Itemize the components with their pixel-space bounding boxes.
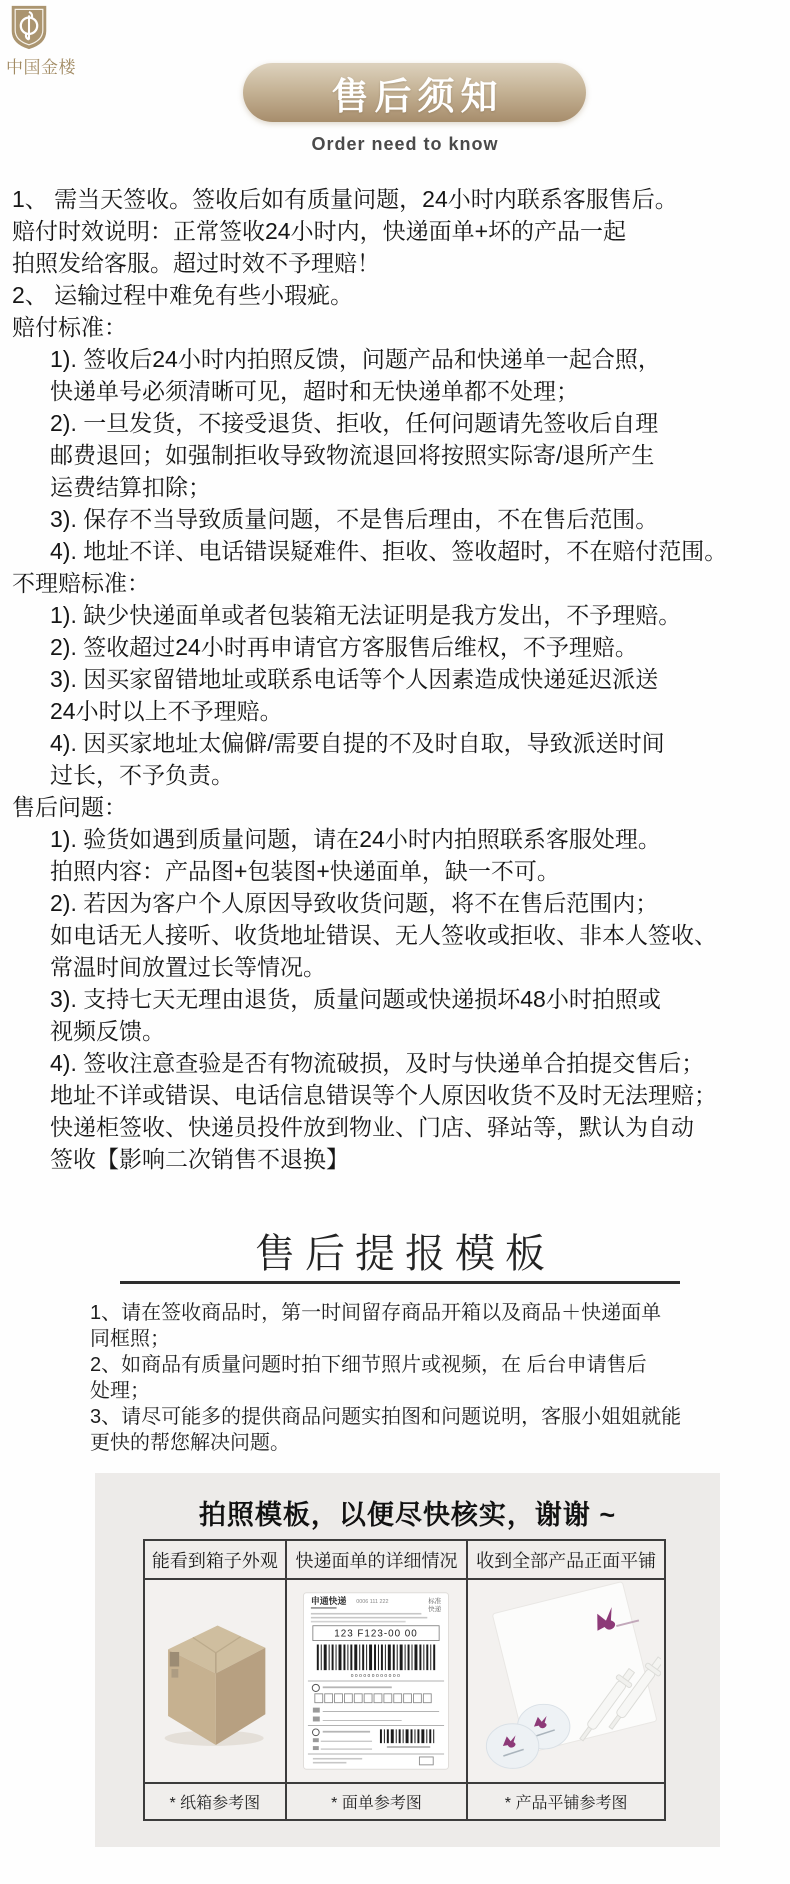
title-underline	[120, 1281, 680, 1284]
notice-line: 3). 支持七天无理由退货，质量问题或快递损坏48小时拍照或	[50, 986, 661, 1012]
notice-line: 1). 缺少快递面单或者包装箱无法证明是我方发出，不予理赔。	[50, 602, 682, 628]
guide-image-row	[145, 1580, 664, 1784]
notice-line: 过长，不予负责。	[50, 762, 234, 788]
notice-line: 2). 若因为客户个人原因导致收货问题，将不在售后范围内；	[50, 890, 659, 916]
notice-line: 邮费退回；如强制拒收导致物流退回将按照实际寄/退所产生	[50, 442, 655, 468]
products-flat-lay-icon	[471, 1581, 661, 1781]
photo-guide-table	[143, 1539, 666, 1821]
service-type-1: 标准	[428, 1598, 442, 1606]
photo-guide-panel	[95, 1473, 720, 1847]
waybill-top-code: 0006 111 222	[356, 1599, 390, 1606]
report-template-line: 同框照；	[90, 1328, 170, 1350]
report-template-line: 2、如商品有质量问题时拍下细节照片或视频，在 后台申请售后	[90, 1354, 647, 1376]
notice-line: 快递柜签收、快递员投件放到物业、门店、驿站等，默认为自动	[50, 1114, 694, 1140]
waybill-big-code: 123 F123-00 00	[334, 1628, 419, 1640]
notice-line: 2). 一旦发货，不接受退货、拒收，任何问题请先签收后自理	[50, 410, 659, 436]
express-waybill-photo	[287, 1580, 469, 1784]
notice-line: 拍照发给客服。超过时效不予理赔！	[12, 250, 380, 276]
notice-line: 4). 签收注意查验是否有物流破损，及时与快递单合拍提交售后；	[50, 1050, 705, 1076]
report-template-line: 1、请在签收商品时，第一时间留存商品开箱以及商品＋快递面单	[90, 1302, 662, 1324]
guide-caption-row	[145, 1784, 664, 1819]
photo-guide-title: 拍照模板，以便尽快核实，谢谢 ~	[198, 1500, 617, 1530]
service-type-2: 快递	[428, 1605, 442, 1613]
notice-line: 售后问题：	[12, 794, 127, 820]
notice-line: 4). 地址不详、电话错误疑难件、拒收、签收超时，不在赔付范围。	[50, 538, 728, 564]
notice-line: 不理赔标准：	[12, 570, 150, 596]
notice-line: 签收【影响二次销售不退换】	[50, 1146, 349, 1172]
brand-logo	[6, 5, 86, 78]
notice-line: 2、 运输过程中难免有些小瑕疵。	[12, 282, 354, 308]
notice-line: 视频反馈。	[50, 1018, 165, 1044]
notice-line: 常温时间放置过长等情况。	[50, 954, 326, 980]
products-flat-lay-photo	[468, 1580, 664, 1784]
report-template-line: 更快的帮您解决问题。	[90, 1432, 290, 1454]
notice-line: 地址不详或错误、电话信息错误等个人原因收货不及时无法理赔；	[50, 1082, 717, 1108]
notice-line: 1、 需当天签收。签收后如有质量问题，24小时内联系客服售后。	[12, 186, 678, 212]
notice-line: 1). 签收后24小时内拍照反馈，问题产品和快递单一起合照，	[50, 346, 661, 372]
notice-line: 24小时以上不予理赔。	[50, 698, 283, 724]
product-pod-2	[487, 1724, 539, 1769]
notice-line: 运费结算扣除；	[50, 474, 211, 500]
after-sales-notice-text	[12, 183, 784, 1175]
guide-header-box: 能看到箱子外观	[145, 1541, 287, 1580]
after-sales-banner	[243, 63, 586, 122]
report-template-line: 3、请尽可能多的提供商品问题实拍图和问题说明，客服小姐姐就能	[90, 1406, 682, 1428]
notice-line: 拍照内容：产品图+包装图+快递面单，缺一不可。	[50, 858, 560, 884]
notice-line: 3). 保存不当导致质量问题，不是售后理由，不在售后范围。	[50, 506, 659, 532]
notice-line: 1). 验货如遇到质量问题，请在24小时内拍照联系客服处理。	[50, 826, 661, 852]
caption-box: * 纸箱参考图	[145, 1784, 287, 1819]
guide-header-products: 收到全部产品正面平铺	[468, 1541, 664, 1580]
cardboard-box-icon	[151, 1606, 279, 1756]
report-template-title: 售后提报模板	[255, 1232, 555, 1276]
notice-line: 2). 签收超过24小时再申请官方客服售后维权，不予理赔。	[50, 634, 638, 660]
barcode-digits: 000000000000	[351, 1674, 402, 1680]
brand-name: 中国金楼	[6, 58, 76, 77]
notice-line: 快递单号必须清晰可见，超时和无快递单都不处理；	[50, 378, 579, 404]
report-template-line: 处理；	[90, 1380, 150, 1402]
banner-subtitle: Order need to know	[311, 134, 499, 154]
notice-line: 如电话无人接听、收货地址错误、无人签收或拒收、非本人签收、	[50, 922, 717, 948]
report-template-steps	[90, 1300, 750, 1456]
cardboard-box-photo	[145, 1580, 287, 1784]
notice-line: 4). 因买家地址太偏僻/需要自提的不及时自取，导致派送时间	[50, 730, 665, 756]
notice-line: 3). 因买家留错地址或联系电话等个人因素造成快递延迟派送	[50, 666, 659, 692]
caption-products: * 产品平铺参考图	[504, 1795, 628, 1812]
shield-badge-icon	[10, 5, 48, 50]
guide-header-waybill: 快递面单的详细情况	[287, 1541, 469, 1580]
notice-line: 赔付时效说明：正常签收24小时内，快递面单+坏的产品一起	[12, 218, 627, 244]
notice-line: 赔付标准：	[12, 314, 127, 340]
guide-header-row	[145, 1541, 664, 1580]
caption-waybill: * 面单参考图	[287, 1784, 469, 1819]
express-waybill-icon	[303, 1592, 449, 1770]
banner-title: 售后须知	[331, 75, 504, 117]
courier-name: 申通快递	[311, 1596, 347, 1607]
